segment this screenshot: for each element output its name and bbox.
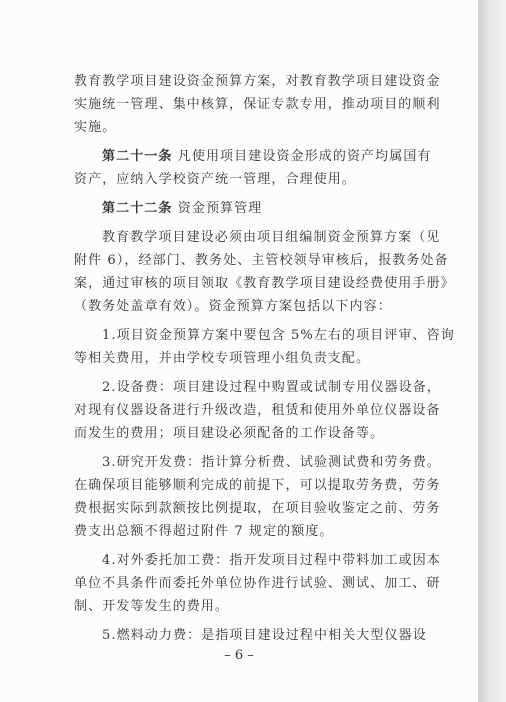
text-line: 实施。 bbox=[74, 120, 117, 135]
text-line: 在确保项目能够顺利完成的前提下，可以提取劳务费，劳务 bbox=[74, 478, 441, 493]
article-22-title: 第二十二条 bbox=[102, 201, 173, 216]
text-line: 资产，应纳入学校资产统一管理，合理使用。 bbox=[74, 172, 357, 187]
article-22-heading: 资金预算管理 bbox=[177, 201, 263, 216]
article-22 bbox=[74, 197, 464, 220]
item-2 bbox=[74, 376, 464, 445]
paragraph-budget bbox=[74, 226, 464, 318]
text-line: （教务处盖章有效）。资金预算方案包括以下内容： bbox=[74, 299, 392, 314]
text-line: 1.项目资金预算方案中要包含 5%左右的项目评审、咨询 bbox=[102, 328, 455, 343]
page-number: – 6 – bbox=[224, 648, 254, 663]
item-5 bbox=[74, 624, 464, 647]
item-4 bbox=[74, 549, 464, 618]
text-line: 费根据实际到款额按比例提取，在项目验收鉴定之前、劳务 bbox=[74, 501, 441, 516]
item-3 bbox=[74, 451, 464, 543]
text-line: 2.设备费：项目建设过程中购置或试制专用仪器设备， bbox=[102, 380, 441, 395]
document-body bbox=[74, 70, 464, 647]
text-line: 制、开发等发生的费用。 bbox=[74, 599, 230, 614]
text-line: 而发生的费用；项目建设必须配备的工作设备等。 bbox=[74, 426, 385, 441]
text-line: 案，通过审核的项目领取《教育教学项目建设经费使用手册》 bbox=[74, 276, 455, 291]
text-line: 费支出总额不得超过附件 7 规定的额度。 bbox=[74, 524, 334, 539]
text-line: 5.燃料动力费：是指项目建设过程中相关大型仪器设 bbox=[102, 628, 427, 643]
text-line: 单位不具条件而委托外单位协作进行试验、测试、加工、研 bbox=[74, 576, 441, 591]
article-21-text: 凡使用项目建设资金形成的资产均属国有 bbox=[177, 149, 432, 164]
page-edge-shadow bbox=[478, 0, 506, 702]
text-line: 等相关费用，并由学校专项管理小组负责支配。 bbox=[74, 351, 371, 366]
article-21 bbox=[74, 145, 464, 191]
text-line: 对现有仪器设备进行升级改造，租赁和使用外单位仪器设备 bbox=[74, 403, 441, 418]
paragraph-intro bbox=[74, 70, 464, 139]
text-line: 附件 6），经部门、教务处、主管校领导审核后，报教务处备 bbox=[74, 253, 449, 268]
text-line: 实施统一管理、集中核算，保证专款专用，推动项目的顺利 bbox=[74, 97, 441, 112]
text-line: 4.对外委托加工费：指开发项目过程中带料加工或因本 bbox=[102, 553, 441, 568]
text-line: 教育教学项目建设必须由项目组编制资金预算方案（见 bbox=[102, 230, 441, 245]
article-21-title: 第二十一条 bbox=[102, 149, 173, 164]
text-line: 3.研究开发费：指计算分析费、试验测试费和劳务费。 bbox=[102, 455, 441, 470]
item-1 bbox=[74, 324, 464, 370]
text-line: 教育教学项目建设资金预算方案，对教育教学项目建设资金 bbox=[74, 74, 441, 89]
